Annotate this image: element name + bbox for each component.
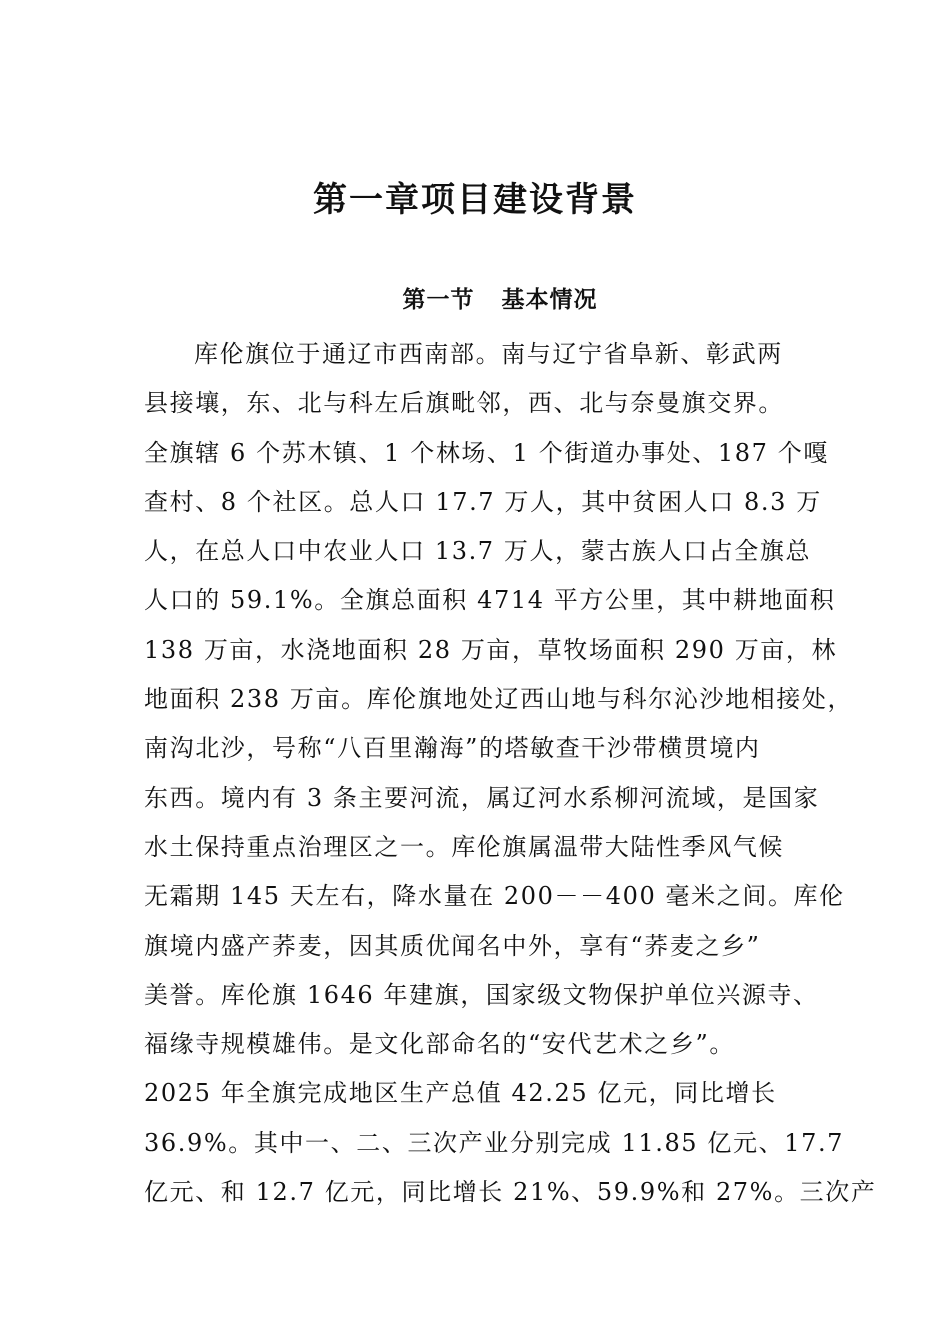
paragraph-line: 138 万亩，水浇地面积 28 万亩，草牧场面积 290 万亩，林 (144, 635, 838, 664)
paragraph-line: 南沟北沙，号称“八百里瀚海”的塔敏查干沙带横贯境内 (144, 734, 761, 763)
paragraph-line: 地面积 238 万亩。库伦旗地处辽西山地与科尔沁沙地相接处， (144, 685, 854, 714)
paragraph-line: 福缘寺规模雄伟。是文化部命名的“安代艺术之乡”。 (144, 1030, 735, 1059)
paragraph-line: 2025 年全旗完成地区生产总值 42.25 亿元，同比增长 (144, 1079, 777, 1108)
paragraph-line: 旗境内盛产荞麦，因其质优闻名中外，享有“荞麦之乡” (144, 931, 761, 960)
paragraph-line: 全旗辖 6 个苏木镇、1 个林场、1 个街道办事处、187 个嘎 (144, 438, 829, 467)
paragraph-line: 人口的 59.1%。全旗总面积 4714 平方公里，其中耕地面积 (144, 586, 836, 615)
paragraph-line: 查村、8 个社区。总人口 17.7 万人，其中贫困人口 8.3 万 (144, 487, 822, 516)
paragraph-line: 无霜期 145 天左右，降水量在 200－－400 毫米之间。库伦 (144, 882, 845, 911)
chapter-title: 第一章项目建设背景 (313, 180, 637, 220)
paragraph-line: 水土保持重点治理区之一。库伦旗属温带大陆性季风气候 (144, 832, 784, 861)
paragraph-line: 县接壤，东、北与科左后旗毗邻，西、北与奈曼旗交界。 (144, 389, 784, 418)
paragraph-line: 亿元、和 12.7 亿元，同比增长 21%、59.9%和 27%。三次产 (144, 1178, 877, 1207)
paragraph-line: 东西。境内有 3 条主要河流，属辽河水系柳河流域，是国家 (144, 783, 820, 812)
paragraph-line: 库伦旗位于通辽市西南部。南与辽宁省阜新、彰武两 (194, 340, 783, 368)
section-title: 第一节 基本情况 (402, 286, 598, 313)
paragraph-line: 人，在总人口中农业人口 13.7 万人，蒙古族人口占全旗总 (144, 537, 812, 566)
paragraph-line: 美誉。库伦旗 1646 年建旗，国家级文物保护单位兴源寺、 (144, 980, 819, 1009)
paragraph-line: 36.9%。其中一、二、三次产业分别完成 11.85 亿元、17.7 (144, 1128, 845, 1157)
body-paragraph (144, 330, 877, 1217)
